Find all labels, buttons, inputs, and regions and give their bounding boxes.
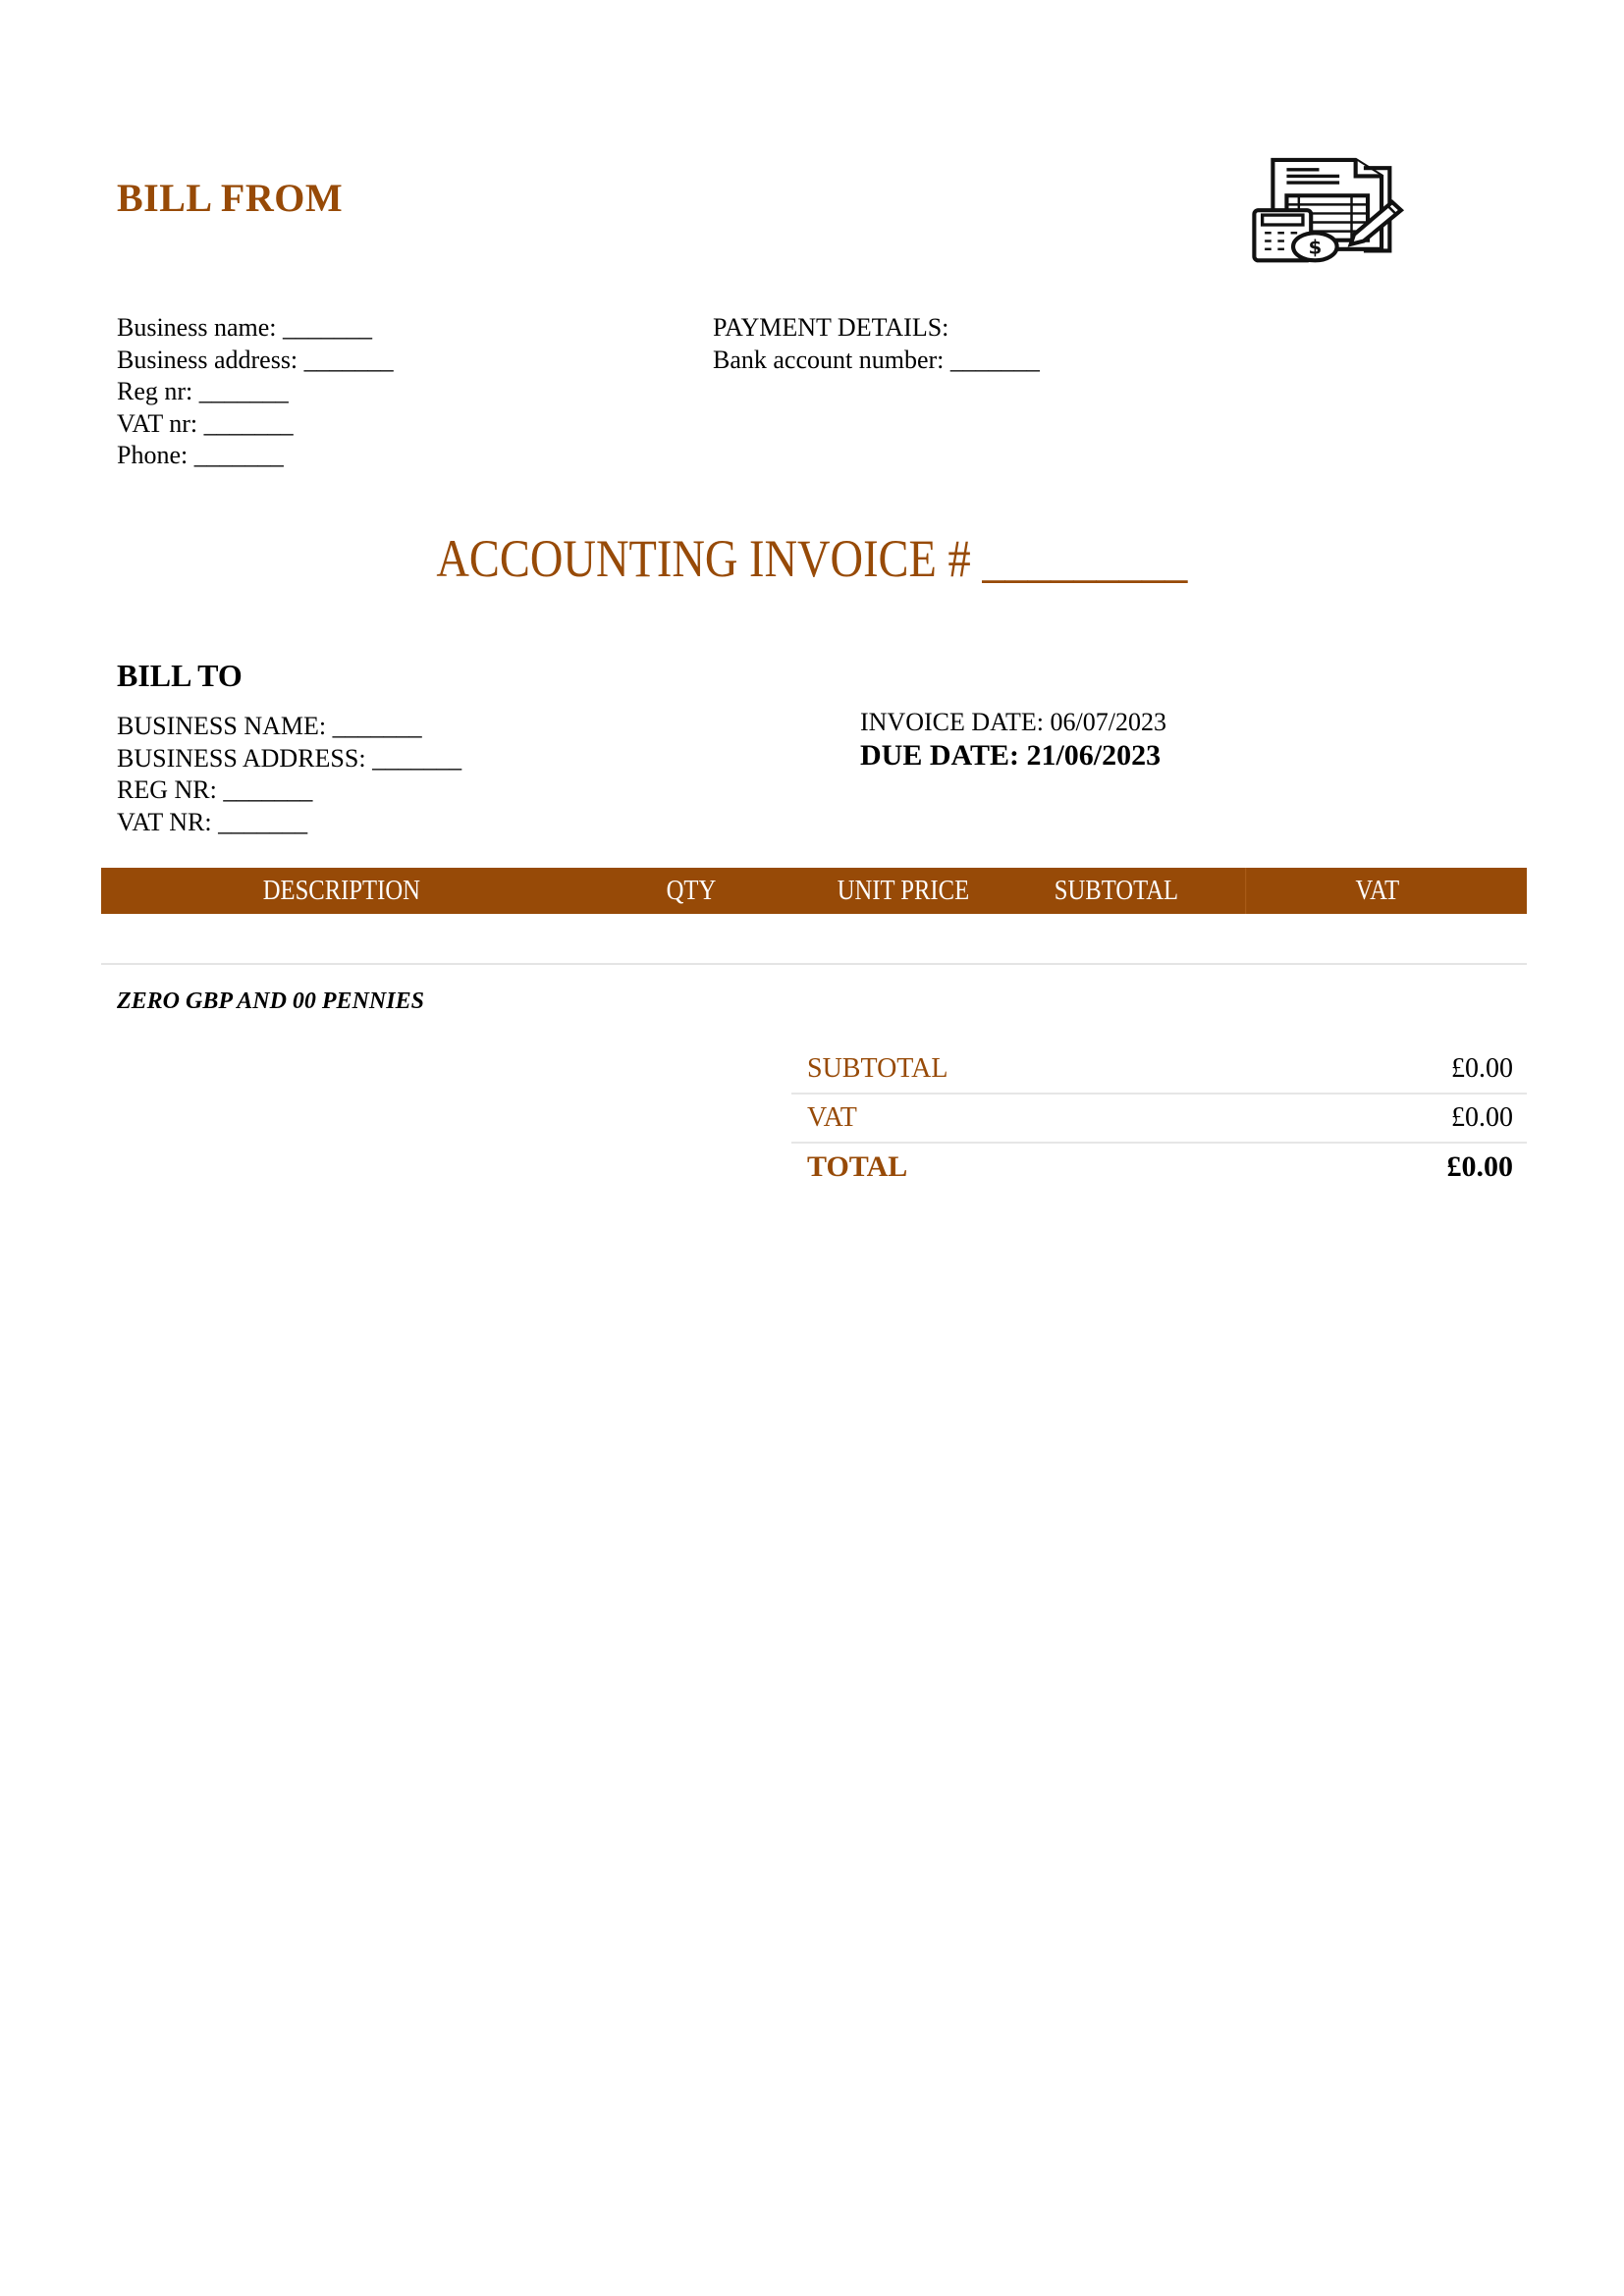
total-label: TOTAL bbox=[807, 1150, 908, 1183]
column-header-unit-price: UNIT PRICE bbox=[837, 875, 969, 906]
table-header bbox=[101, 868, 1527, 914]
payment-details bbox=[713, 312, 1040, 376]
accounting-invoice-icon bbox=[1242, 142, 1429, 270]
bill-to-heading: BILL TO bbox=[117, 658, 243, 693]
line-items-table bbox=[101, 868, 1527, 965]
column-header-description: DESCRIPTION bbox=[262, 875, 420, 906]
vat-nr-line: VAT nr: _______ bbox=[117, 408, 294, 438]
due-date: DUE DATE: 21/06/2023 bbox=[860, 739, 1162, 772]
bill-from-details bbox=[117, 312, 394, 472]
svg-text:$: $ bbox=[1308, 236, 1323, 259]
vat-row bbox=[791, 1095, 1527, 1144]
business-name-line: Business name: _______ bbox=[117, 313, 372, 342]
invoice-dates bbox=[860, 707, 1166, 774]
column-header-vat: VAT bbox=[1245, 868, 1508, 914]
phone-line: Phone: _______ bbox=[117, 441, 284, 469]
table-row-empty bbox=[101, 914, 1527, 965]
amount-in-words: ZERO GBP AND 00 PENNIES bbox=[117, 988, 424, 1014]
payment-details-heading: PAYMENT DETAILS: bbox=[713, 313, 949, 342]
subtotal-row bbox=[791, 1045, 1527, 1095]
bank-account-line: Bank account number: _______ bbox=[713, 345, 1040, 374]
total-value: £0.00 bbox=[1446, 1150, 1513, 1183]
bill-from-heading: BILL FROM bbox=[117, 176, 344, 220]
bill-to-details bbox=[117, 711, 461, 838]
column-header-subtotal: SUBTOTAL bbox=[1055, 875, 1179, 906]
reg-nr-line: Reg nr: _______ bbox=[117, 377, 289, 405]
client-reg-nr-line: REG NR: _______ bbox=[117, 775, 313, 804]
client-business-name-line: BUSINESS NAME: _______ bbox=[117, 712, 422, 740]
vat-value: £0.00 bbox=[1451, 1102, 1513, 1133]
business-address-line: Business address: _______ bbox=[117, 345, 394, 374]
client-vat-nr-line: VAT NR: _______ bbox=[117, 807, 308, 836]
invoice-title: ACCOUNTING INVOICE # _________ bbox=[436, 529, 1188, 588]
subtotal-value: £0.00 bbox=[1451, 1053, 1513, 1084]
vat-label: VAT bbox=[807, 1102, 857, 1133]
total-row bbox=[791, 1144, 1527, 1191]
client-business-address-line: BUSINESS ADDRESS: _______ bbox=[117, 743, 462, 773]
column-header-qty: QTY bbox=[666, 875, 716, 906]
subtotal-label: SUBTOTAL bbox=[807, 1053, 948, 1084]
invoice-date: INVOICE DATE: 06/07/2023 bbox=[860, 708, 1166, 736]
totals-summary bbox=[791, 1045, 1527, 1191]
